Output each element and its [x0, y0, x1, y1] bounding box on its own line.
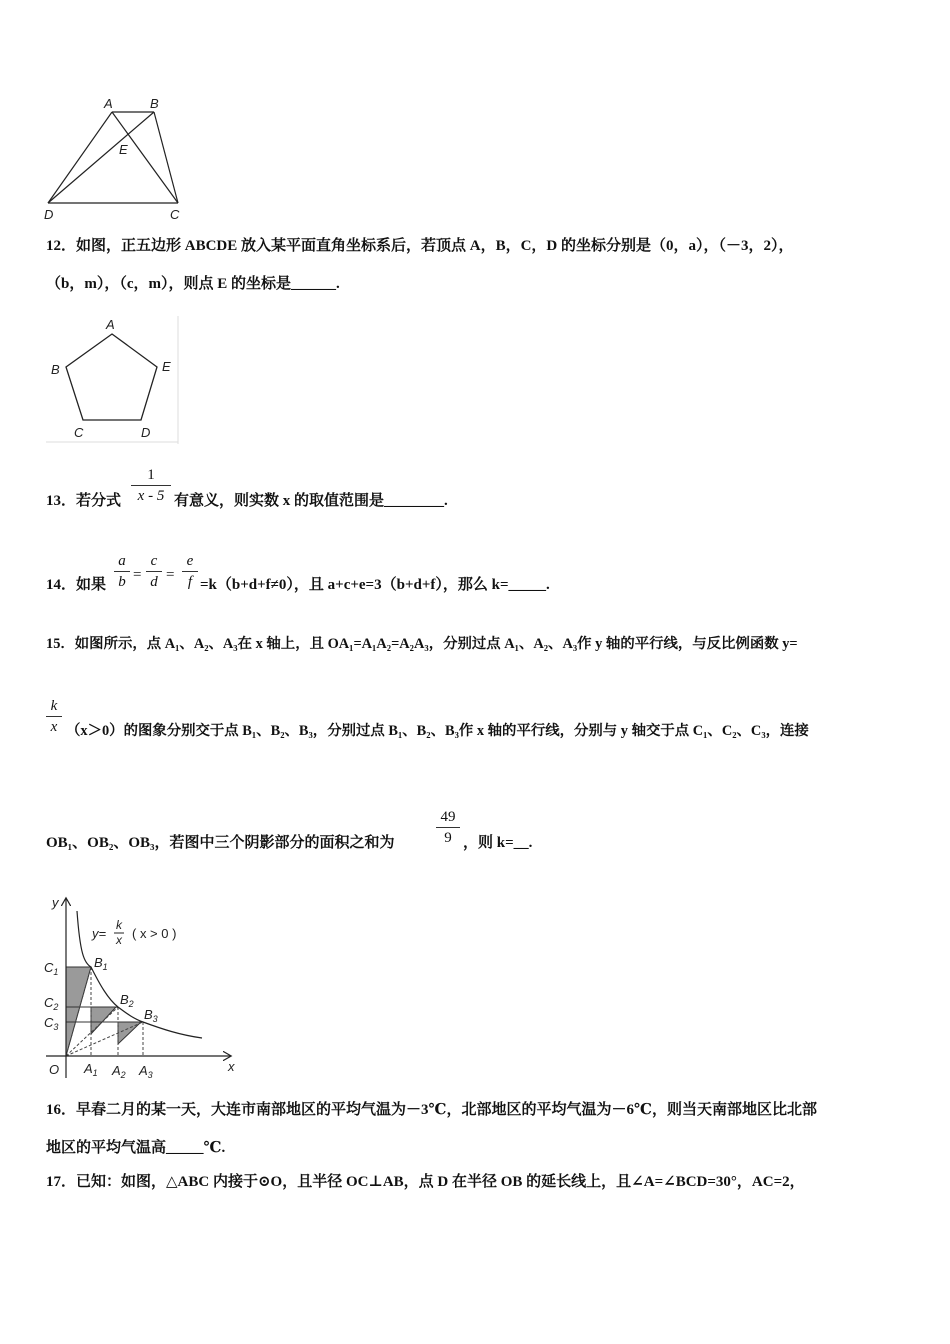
fraction-denominator: 9	[444, 830, 452, 846]
diagonal-ac	[112, 112, 178, 203]
q13-suffix: 有意义，则实数 x 的取值范围是________.	[174, 493, 448, 509]
q15-line3-prefix: OB₁、OB₂、OB₃，若图中三个阴影部分的面积之和为	[46, 835, 395, 851]
label-e: E	[119, 142, 128, 157]
label-d: D	[44, 207, 54, 222]
q14-fraction-a-b	[114, 552, 130, 591]
q16-line2: 地区的平均气温高_____℃.	[46, 1140, 226, 1156]
q16-line1: 16．早春二月的某一天，大连市南部地区的平均气温为－3℃，北部地区的平均气温为－6℃，则当天南部地区比北部	[46, 1102, 817, 1118]
fraction-numerator: k	[50, 698, 58, 714]
function-domain: ( x > 0 )	[132, 926, 177, 941]
fraction-bar	[131, 485, 171, 486]
q15-line2: （x＞0）的图象分别交于点 B₁、B₂、B₃，分别过点 B₁、B₂、B₃作 x 轴的平行线，分别与 y 轴交于点 C₁、C₂、C₃，连接	[66, 723, 809, 739]
function-denominator: x	[116, 933, 122, 947]
equals-sign: =	[133, 567, 142, 583]
fraction-denominator: f	[187, 574, 193, 590]
fraction-numerator: a	[118, 553, 126, 569]
label-b1: $B_1$	[94, 955, 108, 972]
fraction-bar	[146, 571, 162, 572]
fraction-denominator: d	[150, 574, 158, 590]
q15-line1: 15．如图所示，点 A₁、A₂、A₃在 x 轴上，且 OA₁=A₁A₂=A₂A₃，分别过点 A₁、A₂、A₃作 y 轴的平行线，与反比例函数 y=	[46, 636, 798, 652]
shaded-triangle-3	[118, 1022, 141, 1044]
fraction-denominator: b	[118, 574, 126, 590]
fraction-numerator: 49	[440, 809, 456, 825]
q15-k-over-x	[46, 697, 62, 736]
reciprocal-function-figure	[40, 893, 250, 1085]
function-label: y=	[92, 926, 107, 941]
label-c: C	[74, 425, 84, 440]
fraction-bar	[46, 716, 62, 717]
q13-fraction	[131, 466, 171, 505]
label-a3: $A_3$	[139, 1063, 153, 1080]
label-a2: $A_2$	[112, 1063, 126, 1080]
o-b3-dashed	[66, 1022, 143, 1056]
y-axis-label: y	[52, 895, 59, 910]
label-e: E	[162, 359, 171, 374]
fraction-bar	[182, 571, 198, 572]
pentagon	[66, 334, 157, 420]
edge-bc	[154, 112, 178, 203]
q14-suffix: =k（b+d+f≠0），且 a+c+e=3（b+d+f），那么 k=_____.	[200, 577, 550, 593]
q13-fraction-denominator: x - 5	[137, 488, 165, 504]
q17-line1: 17．已知：如图，△ABC 内接于⊙O，且半径 OC⊥AB，点 D 在半径 OB 的延长线上，且∠A=∠BCD=30°，AC=2，	[46, 1174, 805, 1190]
pentagon-figure	[44, 314, 179, 446]
label-c3: $C_3$	[44, 1015, 59, 1032]
label-b3: $B_3$	[144, 1007, 158, 1024]
equals-sign: =	[166, 567, 175, 583]
q13-prefix: 13．若分式	[46, 493, 122, 509]
q14-prefix: 14．如果	[46, 577, 107, 593]
label-a: A	[106, 317, 115, 332]
fraction-denominator: x	[50, 719, 58, 735]
label-c1: $C_1$	[44, 960, 59, 977]
edge-ad	[48, 112, 112, 203]
label-a1: $A_1$	[84, 1061, 98, 1078]
q15-line3-suffix: ，则 k=__.	[463, 835, 533, 851]
label-b: B	[150, 96, 159, 111]
x-axis-label: x	[228, 1059, 235, 1074]
fraction-bar	[436, 827, 460, 828]
label-c2: $C_2$	[44, 995, 59, 1012]
label-d: D	[141, 425, 151, 440]
q14-fraction-c-d	[146, 552, 162, 591]
diagonal-bd	[48, 112, 154, 203]
label-b: B	[51, 362, 60, 377]
label-c: C	[170, 207, 180, 222]
label-a: A	[104, 96, 113, 111]
function-numerator: k	[116, 918, 122, 932]
trapezoid-figure	[40, 95, 190, 225]
label-b2: $B_2$	[120, 992, 134, 1009]
fraction-numerator: e	[186, 553, 194, 569]
q13-fraction-numerator: 1	[147, 467, 155, 483]
origin-label: O	[49, 1062, 60, 1077]
q12-line2: （b，m），（c，m），则点 E 的坐标是______.	[46, 276, 340, 292]
q15-area-fraction	[436, 808, 460, 847]
q14-fraction-e-f	[182, 552, 198, 591]
fraction-bar	[114, 571, 130, 572]
fraction-numerator: c	[150, 553, 158, 569]
q12-line1: 12．如图，正五边形 ABCDE 放入某平面直角坐标系后，若顶点 A，B，C，D 的坐标分别是（0，a），（－3，2），	[46, 238, 794, 254]
